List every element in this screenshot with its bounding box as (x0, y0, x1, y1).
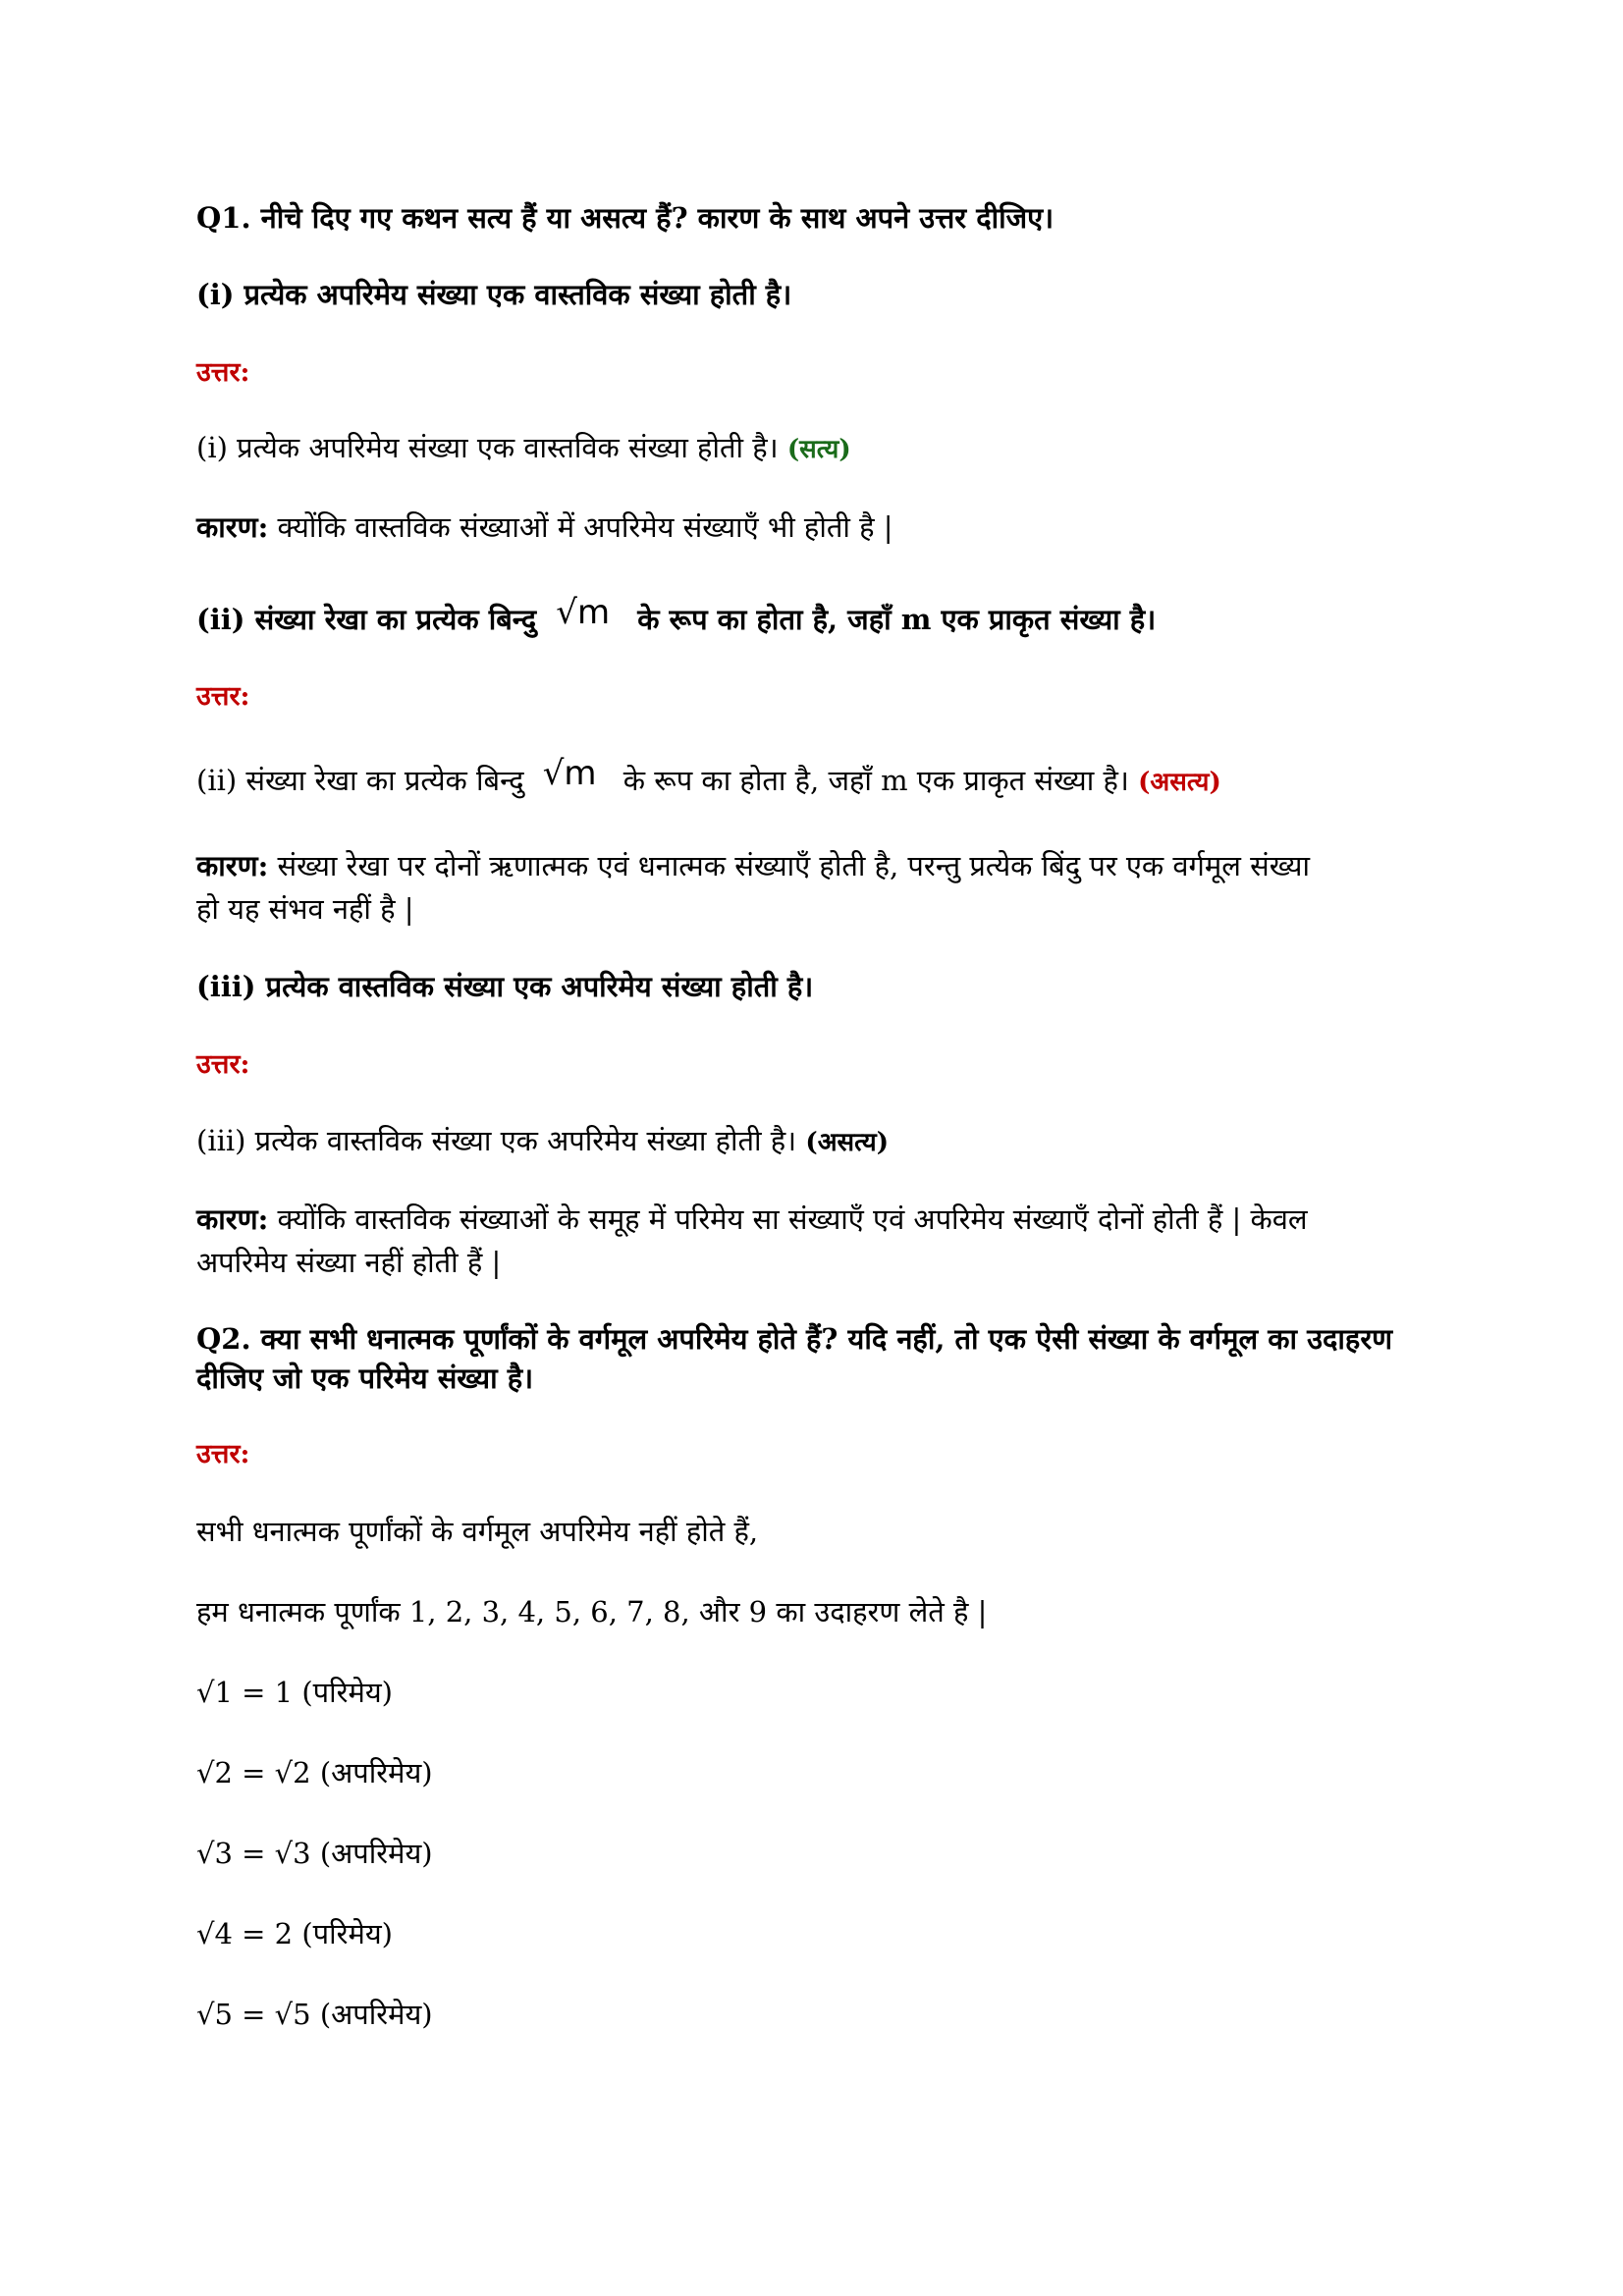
answer-label: उत्तर: (196, 681, 250, 712)
q1-part1-reason (196, 506, 1453, 549)
verdict-false-badge: (असत्य) (805, 1128, 890, 1157)
q1-part1-question: (i) प्रत्येक अपरिमेय संख्या एक वास्तविक संख्या होती है। (196, 278, 792, 311)
q1-part2-answer-post: के रूप का होता है, जहाँ m एक प्राकृत संख्या है। (622, 764, 1129, 797)
verdict-true-badge: (सत्य) (786, 435, 851, 464)
q1-part3-answer (196, 1119, 1453, 1164)
q1-part3-question: (iii) प्रत्येक वास्तविक संख्या एक अपरिमेय संख्या होती है। (196, 970, 814, 1003)
reason-label: कारण: (196, 849, 269, 882)
q1-part3-reason-line1: क्योंकि वास्तविक संख्याओं के समूह में परिमेय सा संख्याएँ एवं अपरिमेय संख्याएँ दोनों होती हैं | केवल (277, 1202, 1308, 1236)
q1-part2-reason-line1: संख्या रेखा पर दोनों ऋणात्मक एवं धनात्मक संख्याएँ होती है, परन्तु प्रत्येक बिंदु पर एक वर्गमूल संख्या (277, 849, 1310, 882)
answer-label: उत्तर: (196, 1049, 250, 1080)
root-line: √5 = √5 (अपरिमेय) (196, 1998, 433, 2031)
q1-part2-question-pre: (ii) संख्या रेखा का प्रत्येक बिन्दु (196, 603, 537, 636)
q1-part1-reason-text: क्योंकि वास्तविक संख्याओं में अपरिमेय संख्याएँ भी होती है | (277, 510, 893, 544)
q1-part1-answer-label (196, 349, 1453, 395)
reason-label: कारण: (196, 510, 269, 544)
q2-title-line1: Q2. क्या सभी धनात्मक पूर्णांकों के वर्गमूल अपरिमेय होते हैं? यदि नहीं, तो एक ऐसी संख्या के वर्गमूल का उदाहरण (196, 1322, 1393, 1356)
sqrt-m-symbol: √m (556, 593, 611, 632)
answer-label: उत्तर: (196, 357, 250, 388)
q2-title-line2: दीजिए जो एक परिमेय संख्या है। (196, 1362, 534, 1395)
q1-part2-question-post: के रूप का होता है, जहाँ m एक प्राकृत संख्या है। (637, 603, 1157, 636)
sqrt-m-symbol: √m (542, 754, 597, 793)
q1-part2-reason-2: हो यह संभव नहीं है | (196, 892, 414, 926)
q1-part3-answer-label (196, 1041, 1453, 1087)
q1-part3-answer-text: (iii) प्रत्येक वास्तविक संख्या एक अपरिमेय संख्या होती है। (196, 1124, 797, 1157)
q1-part2-answer-label (196, 673, 1453, 719)
q2-answer-label-row (196, 1431, 1453, 1476)
q1-part1-answer (196, 426, 1453, 471)
reason-label: कारण: (196, 1202, 269, 1236)
root-line: √4 = 2 (परिमेय) (196, 1917, 393, 1950)
answer-label: उत्तर: (196, 1439, 250, 1469)
q2-line1: सभी धनात्मक पूर्णांकों के वर्गमूल अपरिमेय नहीं होते हैं, (196, 1515, 759, 1548)
q1-part3-reason-1 (196, 1198, 1453, 1241)
q1-part1-answer-text: (i) प्रत्येक अपरिमेय संख्या एक वास्तविक संख्या होती है। (196, 431, 779, 464)
q1-part2-answer (196, 754, 1453, 804)
root-line: √2 = √2 (अपरिमेय) (196, 1756, 433, 1789)
root-line: √1 = 1 (परिमेय) (196, 1676, 393, 1709)
q1-part2-reason-1 (196, 844, 1453, 887)
q1-title: Q1. नीचे दिए गए कथन सत्य हैं या असत्य हैं? कारण के साथ अपने उत्तर दीजिए। (196, 201, 1055, 235)
q1-part3-reason-2: अपरिमेय संख्या नहीं होती हैं | (196, 1246, 502, 1279)
q1-part2-question (196, 593, 1453, 641)
q1-part2-answer-pre: (ii) संख्या रेखा का प्रत्येक बिन्दु (196, 764, 524, 797)
verdict-false-badge: (असत्य) (1138, 768, 1221, 797)
q2-line2: हम धनात्मक पूर्णांक 1, 2, 3, 4, 5, 6, 7, 8, और 9 का उदाहरण लेते है | (196, 1595, 988, 1629)
root-line: √3 = √3 (अपरिमेय) (196, 1837, 433, 1870)
